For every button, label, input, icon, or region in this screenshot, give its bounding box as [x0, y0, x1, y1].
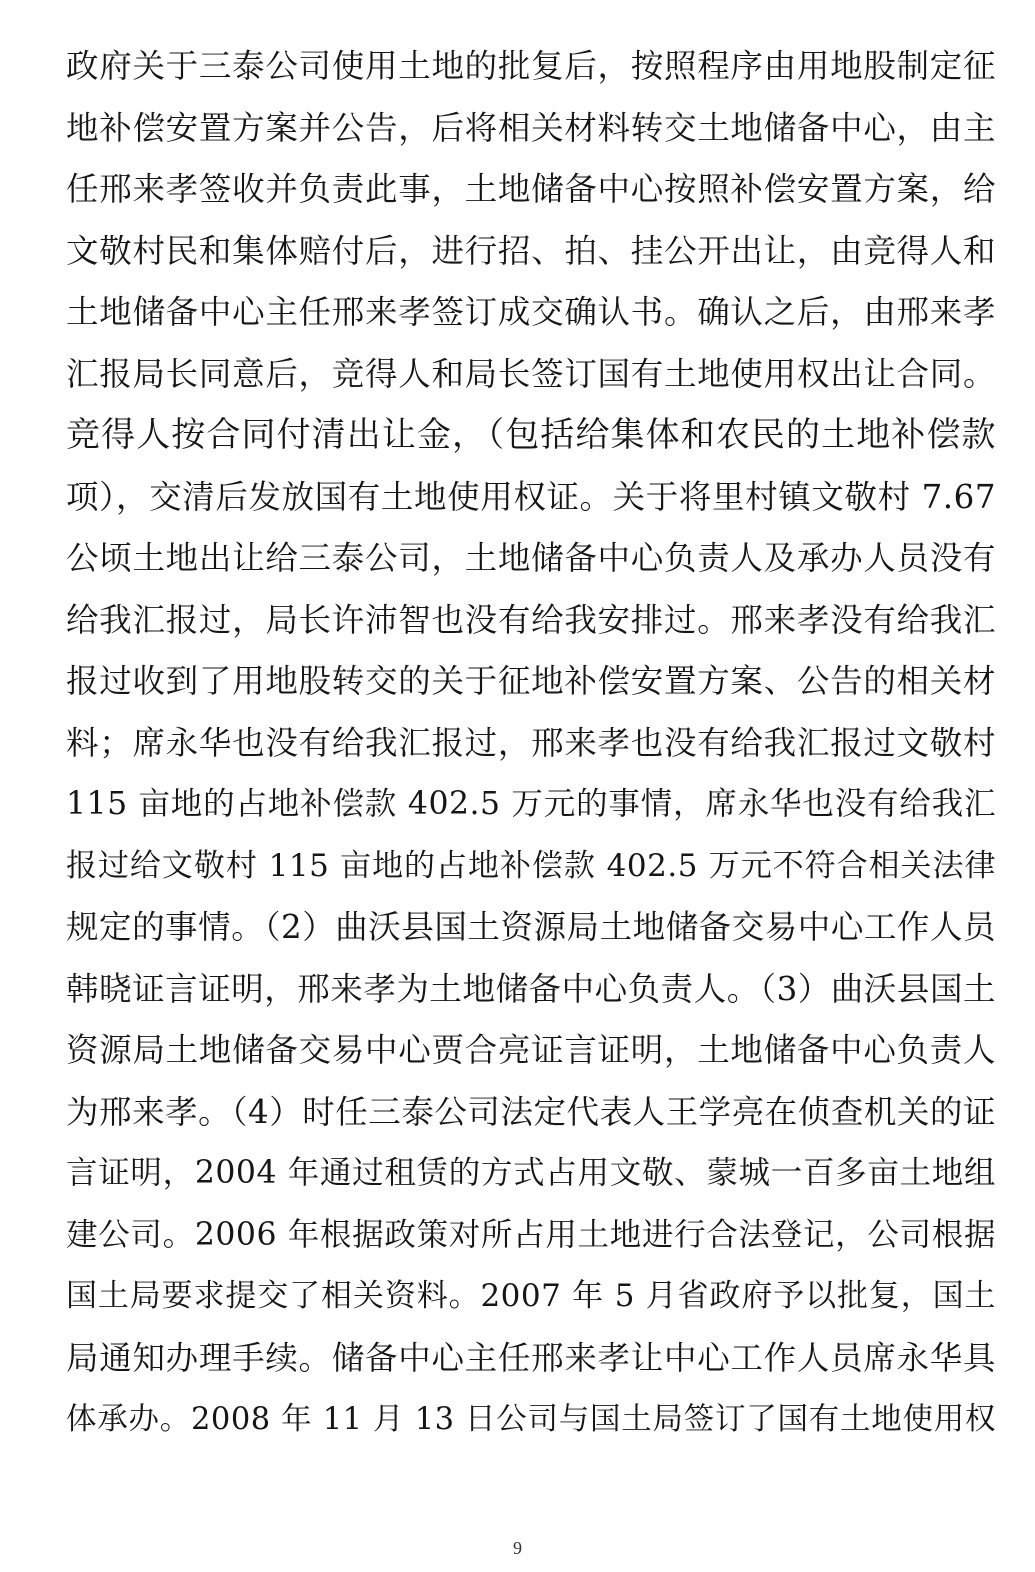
text-line: 国土局要求提交了相关资料。2007 年 5 月省政府予以批复，国土: [66, 1278, 996, 1314]
text-line: 报过收到了用地股转交的关于征地补偿安置方案、公告的相关材: [66, 662, 996, 700]
text-line: 汇报局长同意后，竞得人和局长签订国有土地使用权出让合同。: [66, 354, 996, 393]
text-line: 料；席永华也没有给我汇报过，邢来孝也没有给我汇报过文敬村: [66, 723, 996, 762]
text-line: 局通知办理手续。储备中心主任邢来孝让中心工作人员席永华具: [66, 1338, 996, 1377]
text-line: 公顷土地出让给三泰公司，土地储备中心负责人及承办人员没有: [66, 539, 996, 577]
text-line: 115 亩地的占地补偿款 402.5 万元的事情，席永华也没有给我汇: [66, 786, 996, 822]
text-line: 地补偿安置方案并公告，后将相关材料转交土地储备中心，由主: [66, 108, 996, 147]
text-line: 建公司。2006 年根据政策对所占用土地进行合法登记，公司根据: [66, 1216, 996, 1253]
text-line: 体承办。2008 年 11 月 13 日公司与国土局签订了国有土地使用权: [66, 1402, 996, 1437]
text-line: 报过给文敬村 115 亩地的占地补偿款 402.5 万元不符合相关法律: [66, 847, 996, 884]
text-line: 竞得人按合同付清出让金，（包括给集体和农民的土地补偿款: [66, 415, 996, 455]
text-line: 项），交清后发放国有土地使用权证。关于将里村镇文敬村 7.67: [66, 477, 996, 516]
text-line: 为邢来孝。（4）时任三泰公司法定代表人王学亮在侦查机关的证: [66, 1092, 996, 1131]
text-line: 政府关于三泰公司使用土地的批复后，按照程序由用地股制定征: [66, 47, 996, 85]
text-line: 任邢来孝签收并负责此事，土地储备中心按照补偿安置方案，给: [66, 170, 996, 208]
text-line: 土地储备中心主任邢来孝签订成交确认书。确认之后，由邢来孝: [66, 293, 996, 331]
text-line: 资源局土地储备交易中心贾合亮证言证明，土地储备中心负责人: [66, 1031, 996, 1069]
body-text: [66, 36, 996, 1451]
text-line: 韩晓证言证明，邢来孝为土地储备中心负责人。（3）曲沃县国土: [66, 969, 996, 1008]
text-line: 文敬村民和集体赔付后，进行招、拍、挂公开出让，由竞得人和: [66, 231, 996, 270]
text-line: 言证明，2004 年通过租赁的方式占用文敬、蒙城一百多亩土地组: [66, 1155, 996, 1191]
page-number: 9: [513, 1538, 522, 1558]
text-line: 规定的事情。（2）曲沃县国土资源局土地储备交易中心工作人员: [66, 908, 996, 946]
text-line: 给我汇报过，局长许沛智也没有给我安排过。邢来孝没有给我汇: [66, 600, 996, 639]
